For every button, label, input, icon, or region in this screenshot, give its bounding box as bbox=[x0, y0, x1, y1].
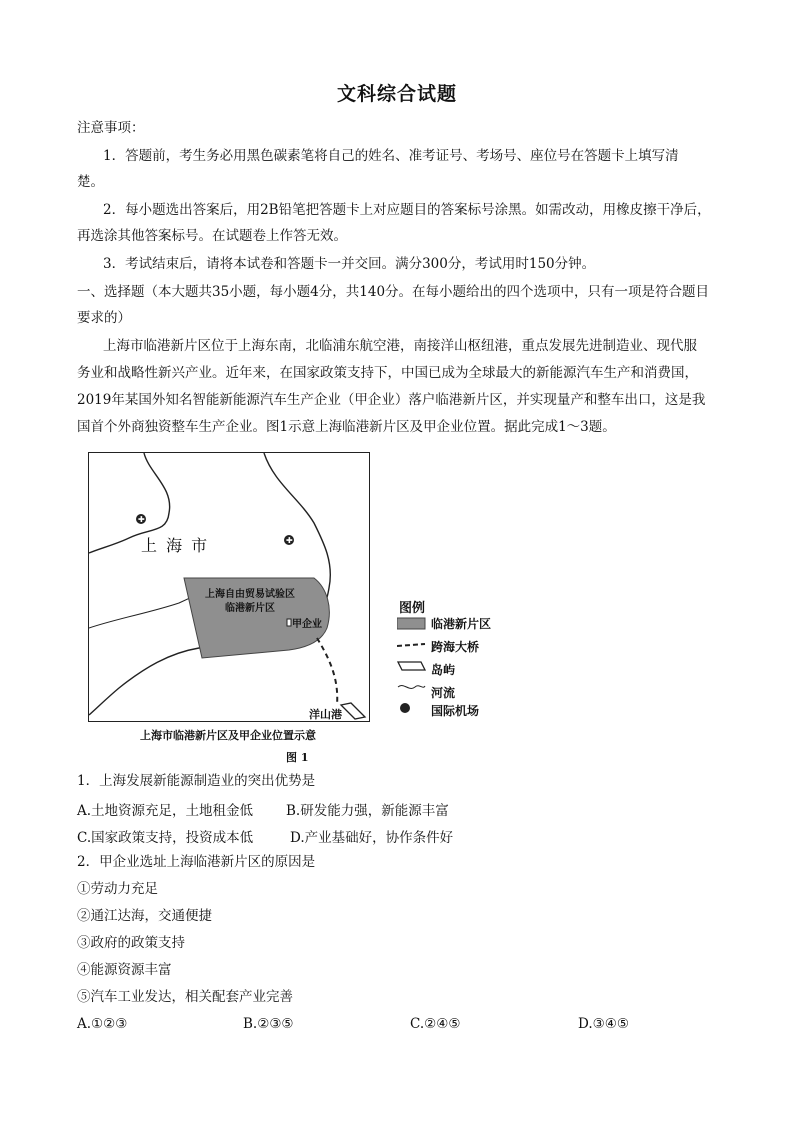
q2-option-a[interactable]: A.①②③ bbox=[77, 1016, 128, 1032]
map-figure bbox=[88, 452, 370, 722]
q2-option-c[interactable]: C.②④⑤ bbox=[410, 1016, 461, 1032]
passage-line: 上海市临港新片区位于上海东南，北临浦东航空港，南接洋山枢纽港，重点发展先进制造业、现代服 bbox=[103, 338, 697, 354]
notice-item-3: 3．考试结束后，请将本试卷和答题卡一并交回。满分300分，考试用时150分钟。 bbox=[103, 256, 596, 272]
section-heading: 一、选择题（本大题共35小题，每小题4分，共140分。在每小题给出的四个选项中，只有一项是符合题目 bbox=[77, 284, 710, 300]
notice-item-2: 2．每小题选出答案后，用2B铅笔把答题卡上对应题目的答案标号涂黑。如需改动，用橡皮擦干净后， bbox=[103, 202, 711, 218]
q1-option-a[interactable]: A.土地资源充足，土地租金低 bbox=[77, 803, 254, 819]
legend-island: 岛屿 bbox=[431, 663, 456, 677]
section-heading-cont: 要求的） bbox=[77, 310, 131, 326]
page-title: 文科综合试题 bbox=[336, 83, 457, 105]
figure-number: 图 1 bbox=[286, 751, 309, 764]
question-1-stem: 1．上海发展新能源制造业的突出优势是 bbox=[77, 773, 316, 789]
legend-river: 河流 bbox=[431, 686, 456, 700]
q2-option-b[interactable]: B.②③⑤ bbox=[243, 1016, 294, 1032]
q2-item: ⑤汽车工业发达，相关配套产业完善 bbox=[77, 989, 293, 1005]
question-2-stem: 2．甲企业选址上海临港新片区的原因是 bbox=[77, 854, 316, 870]
q2-item: ④能源资源丰富 bbox=[77, 962, 172, 978]
notice-item-1: 1．答题前，考生务必用黑色碳素笔将自己的姓名、准考证号、考场号、座位号在答题卡上填写清 bbox=[103, 148, 679, 164]
company-label: 甲企业 bbox=[292, 619, 322, 630]
zone-label: 上海自由贸易试验区 bbox=[205, 589, 295, 600]
q1-option-c[interactable]: C.国家政策支持，投资成本低 bbox=[77, 830, 254, 846]
legend-title: 图例 bbox=[399, 601, 426, 616]
notice-item-1-cont: 楚。 bbox=[77, 174, 104, 190]
notice-item-2-cont: 再选涂其他答案标号。在试题卷上作答无效。 bbox=[77, 228, 347, 244]
q2-item: ②通江达海，交通便捷 bbox=[77, 908, 212, 924]
port-label: 洋山港 bbox=[309, 708, 342, 721]
legend-airport: 国际机场 bbox=[431, 704, 480, 718]
island-shape bbox=[341, 703, 365, 719]
bridge-line bbox=[317, 638, 337, 705]
passage-line: 国首个外商独资整车生产企业。图1示意上海临港新片区及甲企业位置。据此完成1～3题。 bbox=[77, 419, 616, 435]
passage-line: 2019年某国外知名智能新能源汽车生产企业（甲企业）落户临港新片区，并实现量产和整车出口，这是我 bbox=[77, 392, 706, 408]
q2-option-d[interactable]: D.③④⑤ bbox=[578, 1016, 629, 1032]
notice-heading: 注意事项： bbox=[77, 120, 145, 136]
q2-item: ③政府的政策支持 bbox=[77, 935, 185, 951]
q1-option-b[interactable]: B.研发能力强，新能源丰富 bbox=[286, 803, 449, 819]
company-marker bbox=[287, 619, 291, 626]
city-label: 上 海 市 bbox=[141, 536, 210, 555]
svg-text:✚: ✚ bbox=[138, 515, 145, 524]
legend-symbols bbox=[397, 614, 431, 719]
zone-label: 临港新片区 bbox=[225, 603, 275, 614]
legend-zone: 临港新片区 bbox=[431, 617, 492, 631]
legend-bridge: 跨海大桥 bbox=[431, 640, 480, 654]
q1-option-d[interactable]: D.产业基础好，协作条件好 bbox=[290, 830, 454, 846]
q2-item: ①劳动力充足 bbox=[77, 881, 158, 897]
passage-line: 务业和战略性新兴产业。近年来，在国家政策支持下，中国已成为全球最大的新能源汽车生产和消费国， bbox=[77, 365, 698, 381]
figure-caption: 上海市临港新片区及甲企业位置示意 bbox=[140, 729, 316, 742]
svg-text:✚: ✚ bbox=[286, 536, 293, 545]
